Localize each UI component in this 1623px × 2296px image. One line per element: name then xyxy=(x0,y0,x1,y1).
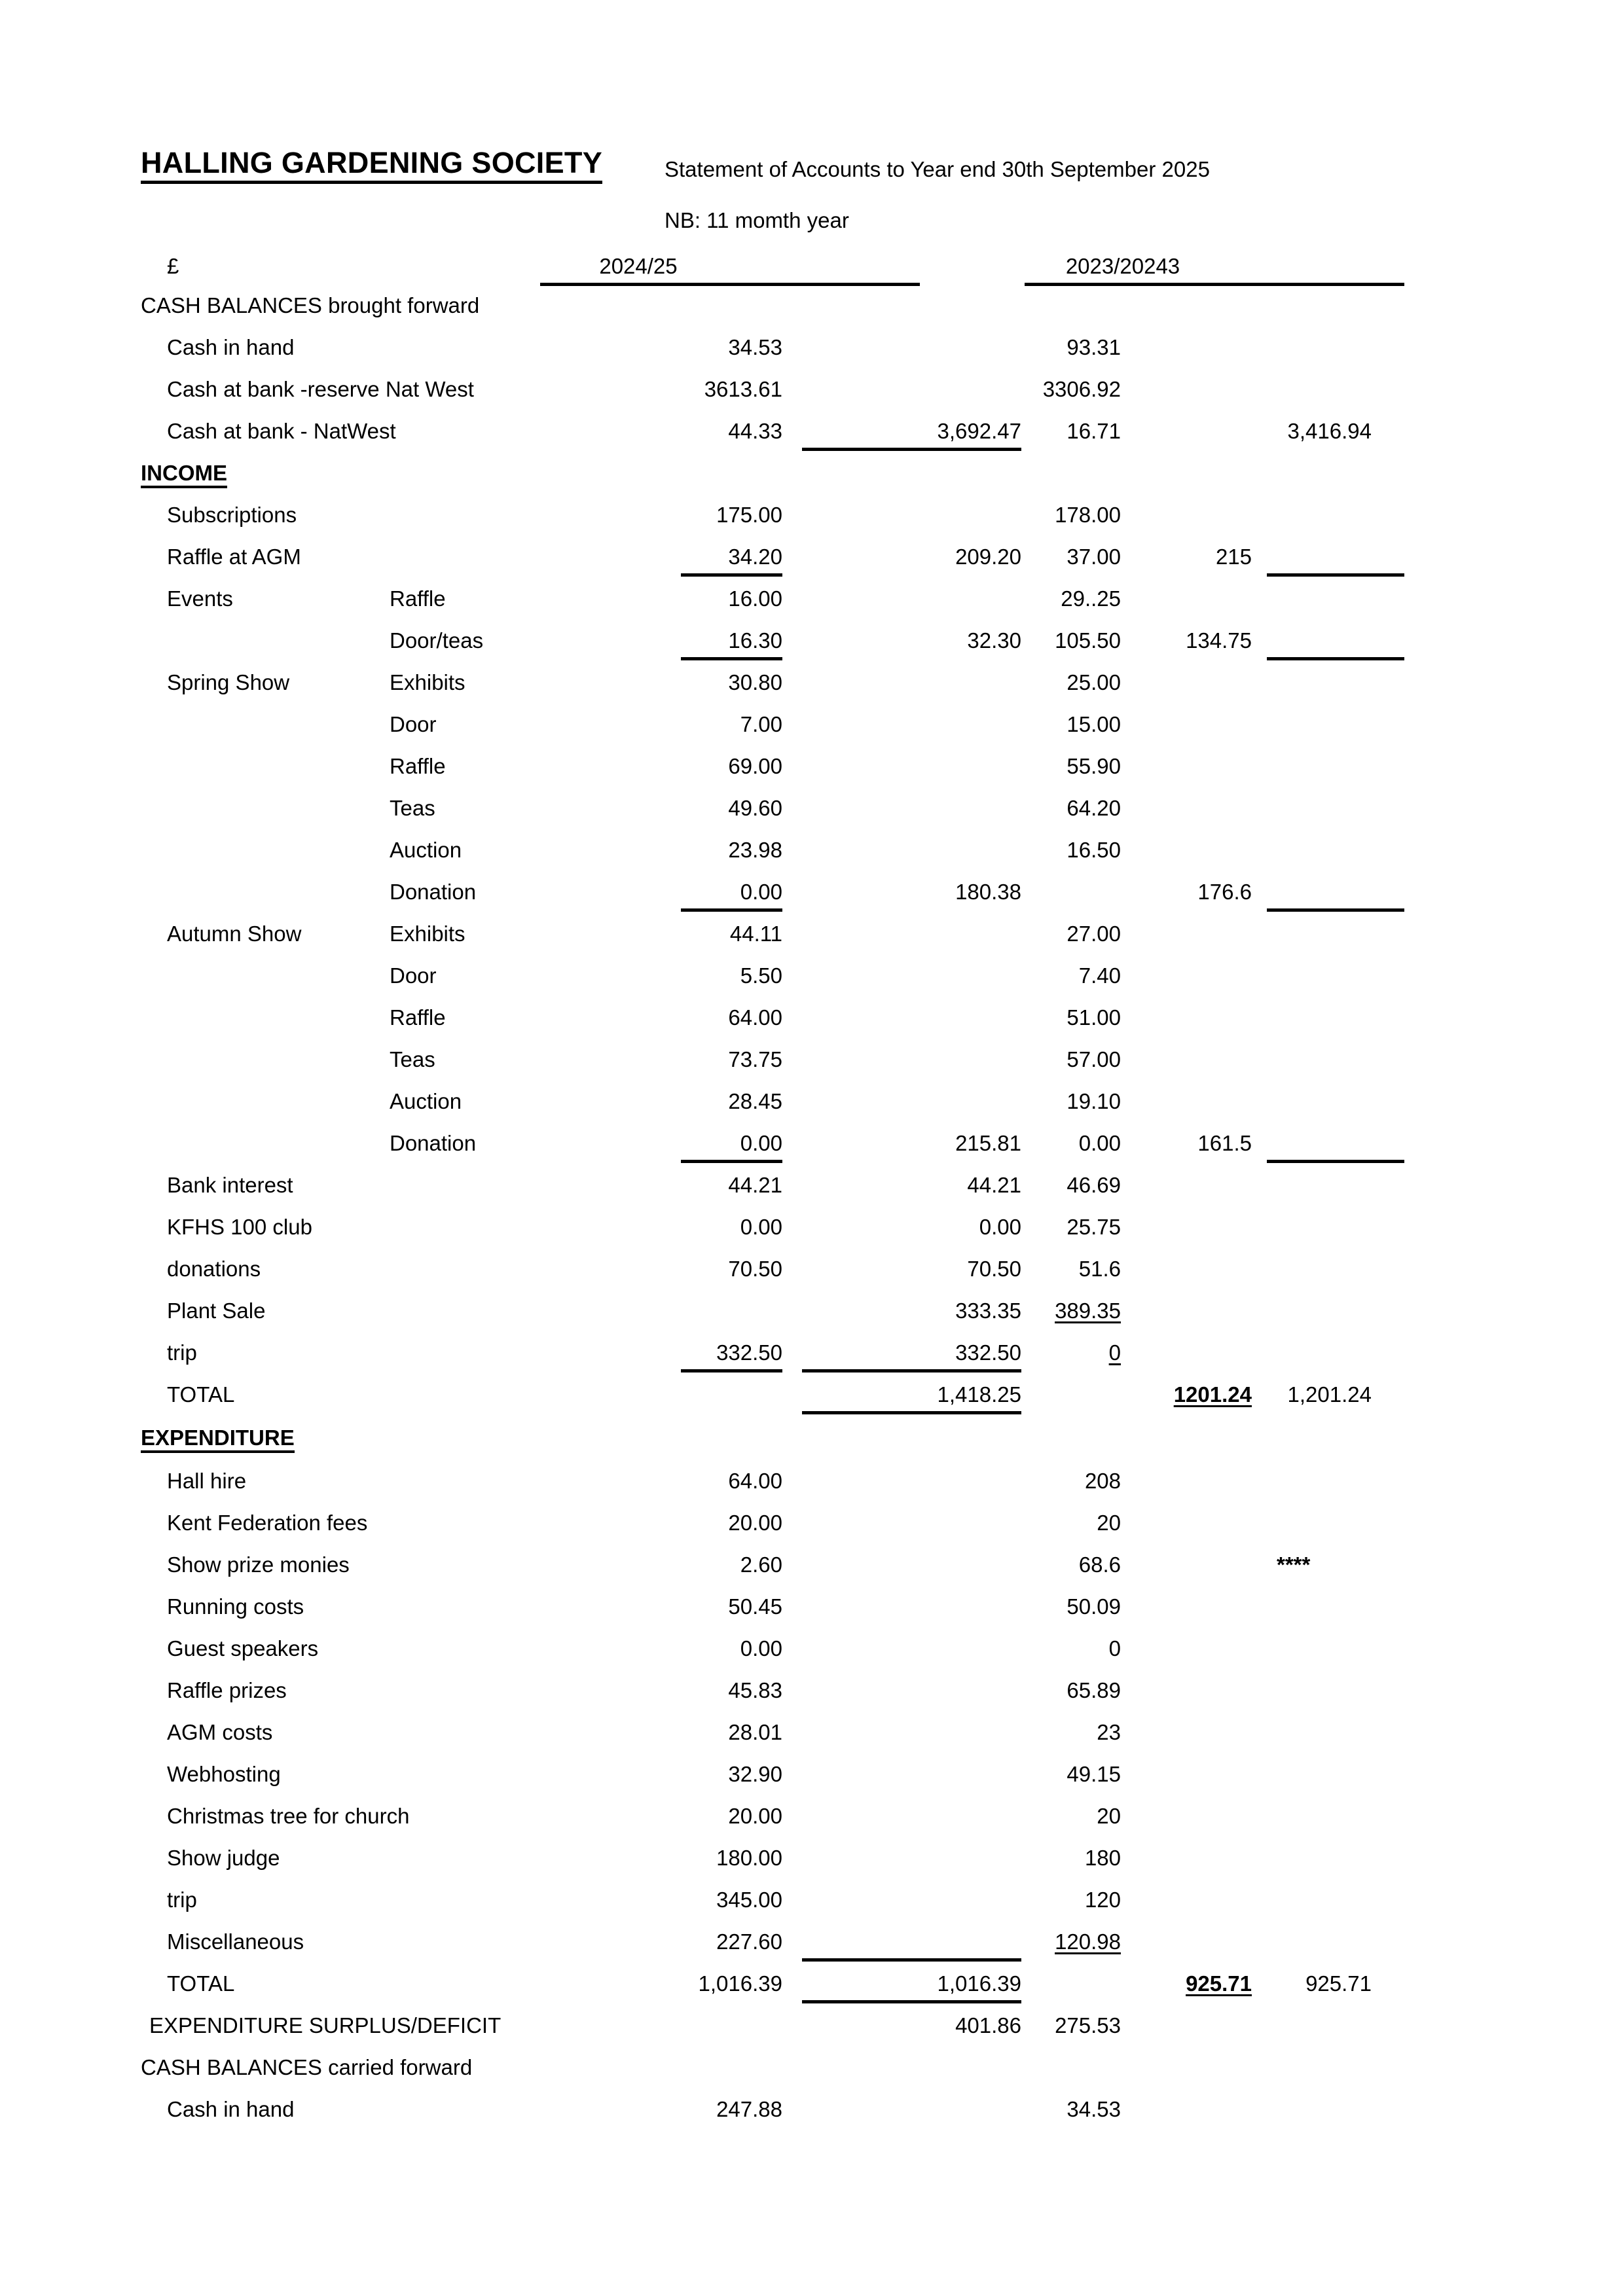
value-current-subtotal: 332.50 xyxy=(955,1340,1021,1365)
value-prior-detail: 51.00 xyxy=(1067,1005,1121,1030)
value-current-detail: 16.00 xyxy=(728,586,782,611)
table-row xyxy=(0,1795,1623,1837)
section-heading-income xyxy=(0,452,1623,494)
value-prior-detail: 93.31 xyxy=(1067,335,1121,359)
value-current-subtotal: 215.81 xyxy=(955,1131,1021,1155)
value-prior-subtotal: 925.71 xyxy=(1186,1971,1252,1996)
value-current-detail: 180.00 xyxy=(716,1846,782,1870)
title-block xyxy=(141,147,602,184)
row-sublabel: Donation xyxy=(390,880,477,904)
row-label: Christmas tree for church xyxy=(167,1804,410,1828)
value-prior-subtotal: 1201.24 xyxy=(1173,1382,1252,1407)
value-current-detail: 44.21 xyxy=(728,1173,782,1197)
expenditure-total-row xyxy=(0,1963,1623,2005)
table-row xyxy=(0,1586,1623,1628)
table-row xyxy=(0,1332,1623,1374)
subtotal-rule xyxy=(681,1160,782,1163)
table-row xyxy=(0,1544,1623,1586)
row-label: Hall hire xyxy=(167,1469,247,1493)
row-label: Subscriptions xyxy=(167,503,297,527)
footnote-marker: **** xyxy=(1277,1552,1311,1577)
table-row xyxy=(0,913,1623,955)
table-row xyxy=(0,368,1623,410)
row-label: Running costs xyxy=(167,1594,304,1619)
row-label: Show prize monies xyxy=(167,1552,350,1577)
value-prior-detail: 46.69 xyxy=(1067,1173,1121,1197)
value-current-detail: 247.88 xyxy=(716,2097,782,2121)
subtotal-rule xyxy=(1267,1160,1404,1163)
section-title: INCOME xyxy=(141,461,227,488)
value-prior-subtotal: 134.75 xyxy=(1186,628,1252,653)
value-prior-detail: 208 xyxy=(1084,1469,1121,1493)
table-row xyxy=(0,1670,1623,1712)
value-current-detail: 50.45 xyxy=(728,1594,782,1619)
income-total-row xyxy=(0,1374,1623,1416)
table-row xyxy=(0,955,1623,997)
row-label: Spring Show xyxy=(167,670,290,694)
table-row xyxy=(0,704,1623,745)
table-row xyxy=(0,494,1623,536)
value-prior-grand: 925.71 xyxy=(1305,1971,1372,1996)
value-current-detail: 32.90 xyxy=(728,1762,782,1786)
row-label: Bank interest xyxy=(167,1173,293,1197)
section-heading-cash-cf xyxy=(0,2047,1623,2089)
value-prior-detail: 51.6 xyxy=(1078,1257,1121,1281)
row-label: trip xyxy=(167,1340,197,1365)
column-header-current-year: 2024/25 xyxy=(599,254,678,278)
value-prior-detail: 178.00 xyxy=(1055,503,1121,527)
subtotal-rule xyxy=(802,1958,1021,1962)
subtotal-rule xyxy=(681,657,782,660)
table-row xyxy=(0,578,1623,620)
row-label: Events xyxy=(167,586,233,611)
table-row xyxy=(0,1039,1623,1081)
row-sublabel: Auction xyxy=(390,838,462,862)
value-current-detail: 20.00 xyxy=(728,1511,782,1535)
subtotal-rule xyxy=(681,573,782,577)
section-title: CASH BALANCES brought forward xyxy=(141,293,480,317)
value-current-detail: 44.11 xyxy=(729,922,782,946)
value-current-subtotal: 401.86 xyxy=(955,2013,1021,2037)
subtotal-rule xyxy=(681,1369,782,1372)
row-label: Guest speakers xyxy=(167,1636,319,1660)
value-prior-detail: 3306.92 xyxy=(1042,377,1121,401)
document-subtitle: Statement of Accounts to Year end 30th September 2025 xyxy=(665,157,1210,181)
value-current-detail: 64.00 xyxy=(728,1005,782,1030)
section-title: CASH BALANCES carried forward xyxy=(141,2055,473,2079)
table-row xyxy=(0,1753,1623,1795)
value-prior-detail: 23 xyxy=(1097,1720,1121,1744)
value-current-detail: 16.30 xyxy=(728,628,782,653)
section-heading-expenditure xyxy=(0,1417,1623,1459)
value-current-detail: 0.00 xyxy=(740,1131,782,1155)
value-prior-grand: 1,201.24 xyxy=(1287,1382,1372,1407)
row-sublabel: Raffle xyxy=(390,754,446,778)
value-prior-detail: 29..25 xyxy=(1061,586,1121,611)
surplus-row xyxy=(0,2005,1623,2047)
value-prior-detail: 275.53 xyxy=(1055,2013,1121,2037)
row-sublabel: Teas xyxy=(390,796,435,820)
value-current-detail: 227.60 xyxy=(716,1929,782,1954)
value-current-detail: 70.50 xyxy=(728,1257,782,1281)
value-prior-detail: 120.98 xyxy=(1055,1929,1121,1954)
value-prior-detail: 64.20 xyxy=(1067,796,1121,820)
table-row xyxy=(0,1206,1623,1248)
row-sublabel: Door/teas xyxy=(390,628,484,653)
value-current-detail: 28.45 xyxy=(728,1089,782,1113)
row-label: trip xyxy=(167,1888,197,1912)
table-row xyxy=(0,787,1623,829)
value-prior-detail: 0 xyxy=(1108,1636,1121,1660)
row-sublabel: Donation xyxy=(390,1131,477,1155)
subtotal-rule xyxy=(802,448,1021,451)
table-row xyxy=(0,1502,1623,1544)
table-row xyxy=(0,1921,1623,1963)
table-row xyxy=(0,620,1623,662)
value-prior-detail: 49.15 xyxy=(1067,1762,1121,1786)
row-label: KFHS 100 club xyxy=(167,1215,312,1239)
value-prior-detail: 180 xyxy=(1084,1846,1121,1870)
table-row xyxy=(0,410,1623,452)
value-current-detail: 20.00 xyxy=(728,1804,782,1828)
value-prior-detail: 25.00 xyxy=(1067,670,1121,694)
table-row xyxy=(0,829,1623,871)
value-prior-detail: 16.71 xyxy=(1067,419,1121,443)
table-row xyxy=(0,1837,1623,1879)
value-current-subtotal: 180.38 xyxy=(955,880,1021,904)
table-row xyxy=(0,327,1623,368)
row-sublabel: Exhibits xyxy=(390,922,465,946)
table-row xyxy=(0,1712,1623,1753)
table-row xyxy=(0,1248,1623,1290)
value-current-detail: 0.00 xyxy=(740,880,782,904)
table-row xyxy=(0,1081,1623,1122)
value-prior-detail: 7.40 xyxy=(1078,963,1121,988)
section-heading-cash-bf xyxy=(0,285,1623,327)
value-prior-grand: 3,416.94 xyxy=(1287,419,1372,443)
row-label: Raffle prizes xyxy=(167,1678,287,1702)
row-label: AGM costs xyxy=(167,1720,273,1744)
row-label: Webhosting xyxy=(167,1762,281,1786)
value-current-detail: 44.33 xyxy=(728,419,782,443)
row-label: TOTAL xyxy=(167,1382,235,1407)
table-row xyxy=(0,997,1623,1039)
value-current-detail: 30.80 xyxy=(728,670,782,694)
value-prior-detail: 20 xyxy=(1097,1804,1121,1828)
currency-symbol: £ xyxy=(167,254,179,278)
value-current-detail: 7.00 xyxy=(740,712,782,736)
value-current-subtotal: 44.21 xyxy=(967,1173,1021,1197)
table-row xyxy=(0,662,1623,704)
value-prior-detail: 16.50 xyxy=(1067,838,1121,862)
row-label: Autumn Show xyxy=(167,922,302,946)
row-label: donations xyxy=(167,1257,261,1281)
value-current-subtotal: 1,016.39 xyxy=(937,1971,1021,1996)
value-current-detail: 28.01 xyxy=(728,1720,782,1744)
value-current-detail: 64.00 xyxy=(728,1469,782,1493)
value-prior-detail: 27.00 xyxy=(1067,922,1121,946)
row-sublabel: Exhibits xyxy=(390,670,465,694)
value-prior-detail: 15.00 xyxy=(1067,712,1121,736)
table-row xyxy=(0,1460,1623,1502)
row-label: Cash in hand xyxy=(167,2097,295,2121)
column-header-prior-year: 2023/20243 xyxy=(1065,254,1180,278)
value-current-subtotal: 3,692.47 xyxy=(937,419,1021,443)
value-current-detail: 0.00 xyxy=(740,1636,782,1660)
value-prior-detail: 105.50 xyxy=(1055,628,1121,653)
page-title: HALLING GARDENING SOCIETY xyxy=(141,147,602,184)
value-current-detail: 332.50 xyxy=(716,1340,782,1365)
value-prior-detail: 34.53 xyxy=(1067,2097,1121,2121)
value-prior-detail: 37.00 xyxy=(1067,545,1121,569)
value-prior-detail: 389.35 xyxy=(1055,1299,1121,1323)
value-current-detail: 345.00 xyxy=(716,1888,782,1912)
row-sublabel: Door xyxy=(390,963,437,988)
table-row xyxy=(0,2089,1623,2130)
row-label: Cash at bank - NatWest xyxy=(167,419,396,443)
value-prior-detail: 25.75 xyxy=(1067,1215,1121,1239)
value-prior-detail: 65.89 xyxy=(1067,1678,1121,1702)
value-current-subtotal: 1,418.25 xyxy=(937,1382,1021,1407)
column-header-row xyxy=(0,245,1623,287)
value-current-detail: 45.83 xyxy=(728,1678,782,1702)
value-current-detail: 3613.61 xyxy=(704,377,782,401)
note-text: NB: 11 momth year xyxy=(665,208,849,232)
value-prior-detail: 50.09 xyxy=(1067,1594,1121,1619)
value-current-detail: 2.60 xyxy=(740,1552,782,1577)
row-label: Cash at bank -reserve Nat West xyxy=(167,377,474,401)
row-sublabel: Raffle xyxy=(390,1005,446,1030)
subtotal-rule xyxy=(802,1411,1021,1414)
row-label: Kent Federation fees xyxy=(167,1511,368,1535)
value-current-detail: 5.50 xyxy=(740,963,782,988)
row-label: Plant Sale xyxy=(167,1299,266,1323)
value-current-detail: 1,016.39 xyxy=(698,1971,782,1996)
value-current-detail: 34.53 xyxy=(728,335,782,359)
value-current-detail: 69.00 xyxy=(728,754,782,778)
subtotal-rule xyxy=(802,1369,1021,1372)
value-prior-detail: 19.10 xyxy=(1067,1089,1121,1113)
table-row xyxy=(0,1628,1623,1670)
value-current-detail: 23.98 xyxy=(728,838,782,862)
value-prior-detail: 57.00 xyxy=(1067,1047,1121,1071)
table-row xyxy=(0,871,1623,913)
value-current-detail: 0.00 xyxy=(740,1215,782,1239)
value-current-subtotal: 209.20 xyxy=(955,545,1021,569)
value-current-subtotal: 333.35 xyxy=(955,1299,1021,1323)
row-label: Raffle at AGM xyxy=(167,545,301,569)
value-prior-detail: 0.00 xyxy=(1078,1131,1121,1155)
value-current-subtotal: 32.30 xyxy=(967,628,1021,653)
value-prior-detail: 55.90 xyxy=(1067,754,1121,778)
value-prior-detail: 0 xyxy=(1108,1340,1121,1365)
row-label: Cash in hand xyxy=(167,335,295,359)
subtotal-rule xyxy=(1267,573,1404,577)
row-label: TOTAL xyxy=(167,1971,235,1996)
row-label: Show judge xyxy=(167,1846,280,1870)
value-prior-subtotal: 161.5 xyxy=(1197,1131,1252,1155)
table-row xyxy=(0,745,1623,787)
value-current-detail: 175.00 xyxy=(716,503,782,527)
subtotal-rule xyxy=(1267,908,1404,912)
table-row xyxy=(0,1290,1623,1332)
table-row xyxy=(0,1122,1623,1164)
table-row xyxy=(0,1879,1623,1921)
row-label: EXPENDITURE SURPLUS/DEFICIT xyxy=(149,2013,501,2037)
table-row xyxy=(0,536,1623,578)
value-prior-detail: 20 xyxy=(1097,1511,1121,1535)
value-prior-detail: 120 xyxy=(1084,1888,1121,1912)
subtotal-rule xyxy=(802,2000,1021,2003)
row-sublabel: Raffle xyxy=(390,586,446,611)
row-sublabel: Teas xyxy=(390,1047,435,1071)
value-prior-detail: 68.6 xyxy=(1078,1552,1121,1577)
table-row xyxy=(0,1164,1623,1206)
value-current-detail: 73.75 xyxy=(728,1047,782,1071)
value-current-subtotal: 0.00 xyxy=(979,1215,1021,1239)
value-current-detail: 49.60 xyxy=(728,796,782,820)
section-title: EXPENDITURE xyxy=(141,1426,295,1453)
subtotal-rule xyxy=(681,908,782,912)
value-current-subtotal: 70.50 xyxy=(967,1257,1021,1281)
value-current-detail: 34.20 xyxy=(728,545,782,569)
value-prior-subtotal: 215 xyxy=(1215,545,1252,569)
subtotal-rule xyxy=(1267,657,1404,660)
row-sublabel: Door xyxy=(390,712,437,736)
value-prior-subtotal: 176.6 xyxy=(1197,880,1252,904)
row-sublabel: Auction xyxy=(390,1089,462,1113)
row-label: Miscellaneous xyxy=(167,1929,304,1954)
